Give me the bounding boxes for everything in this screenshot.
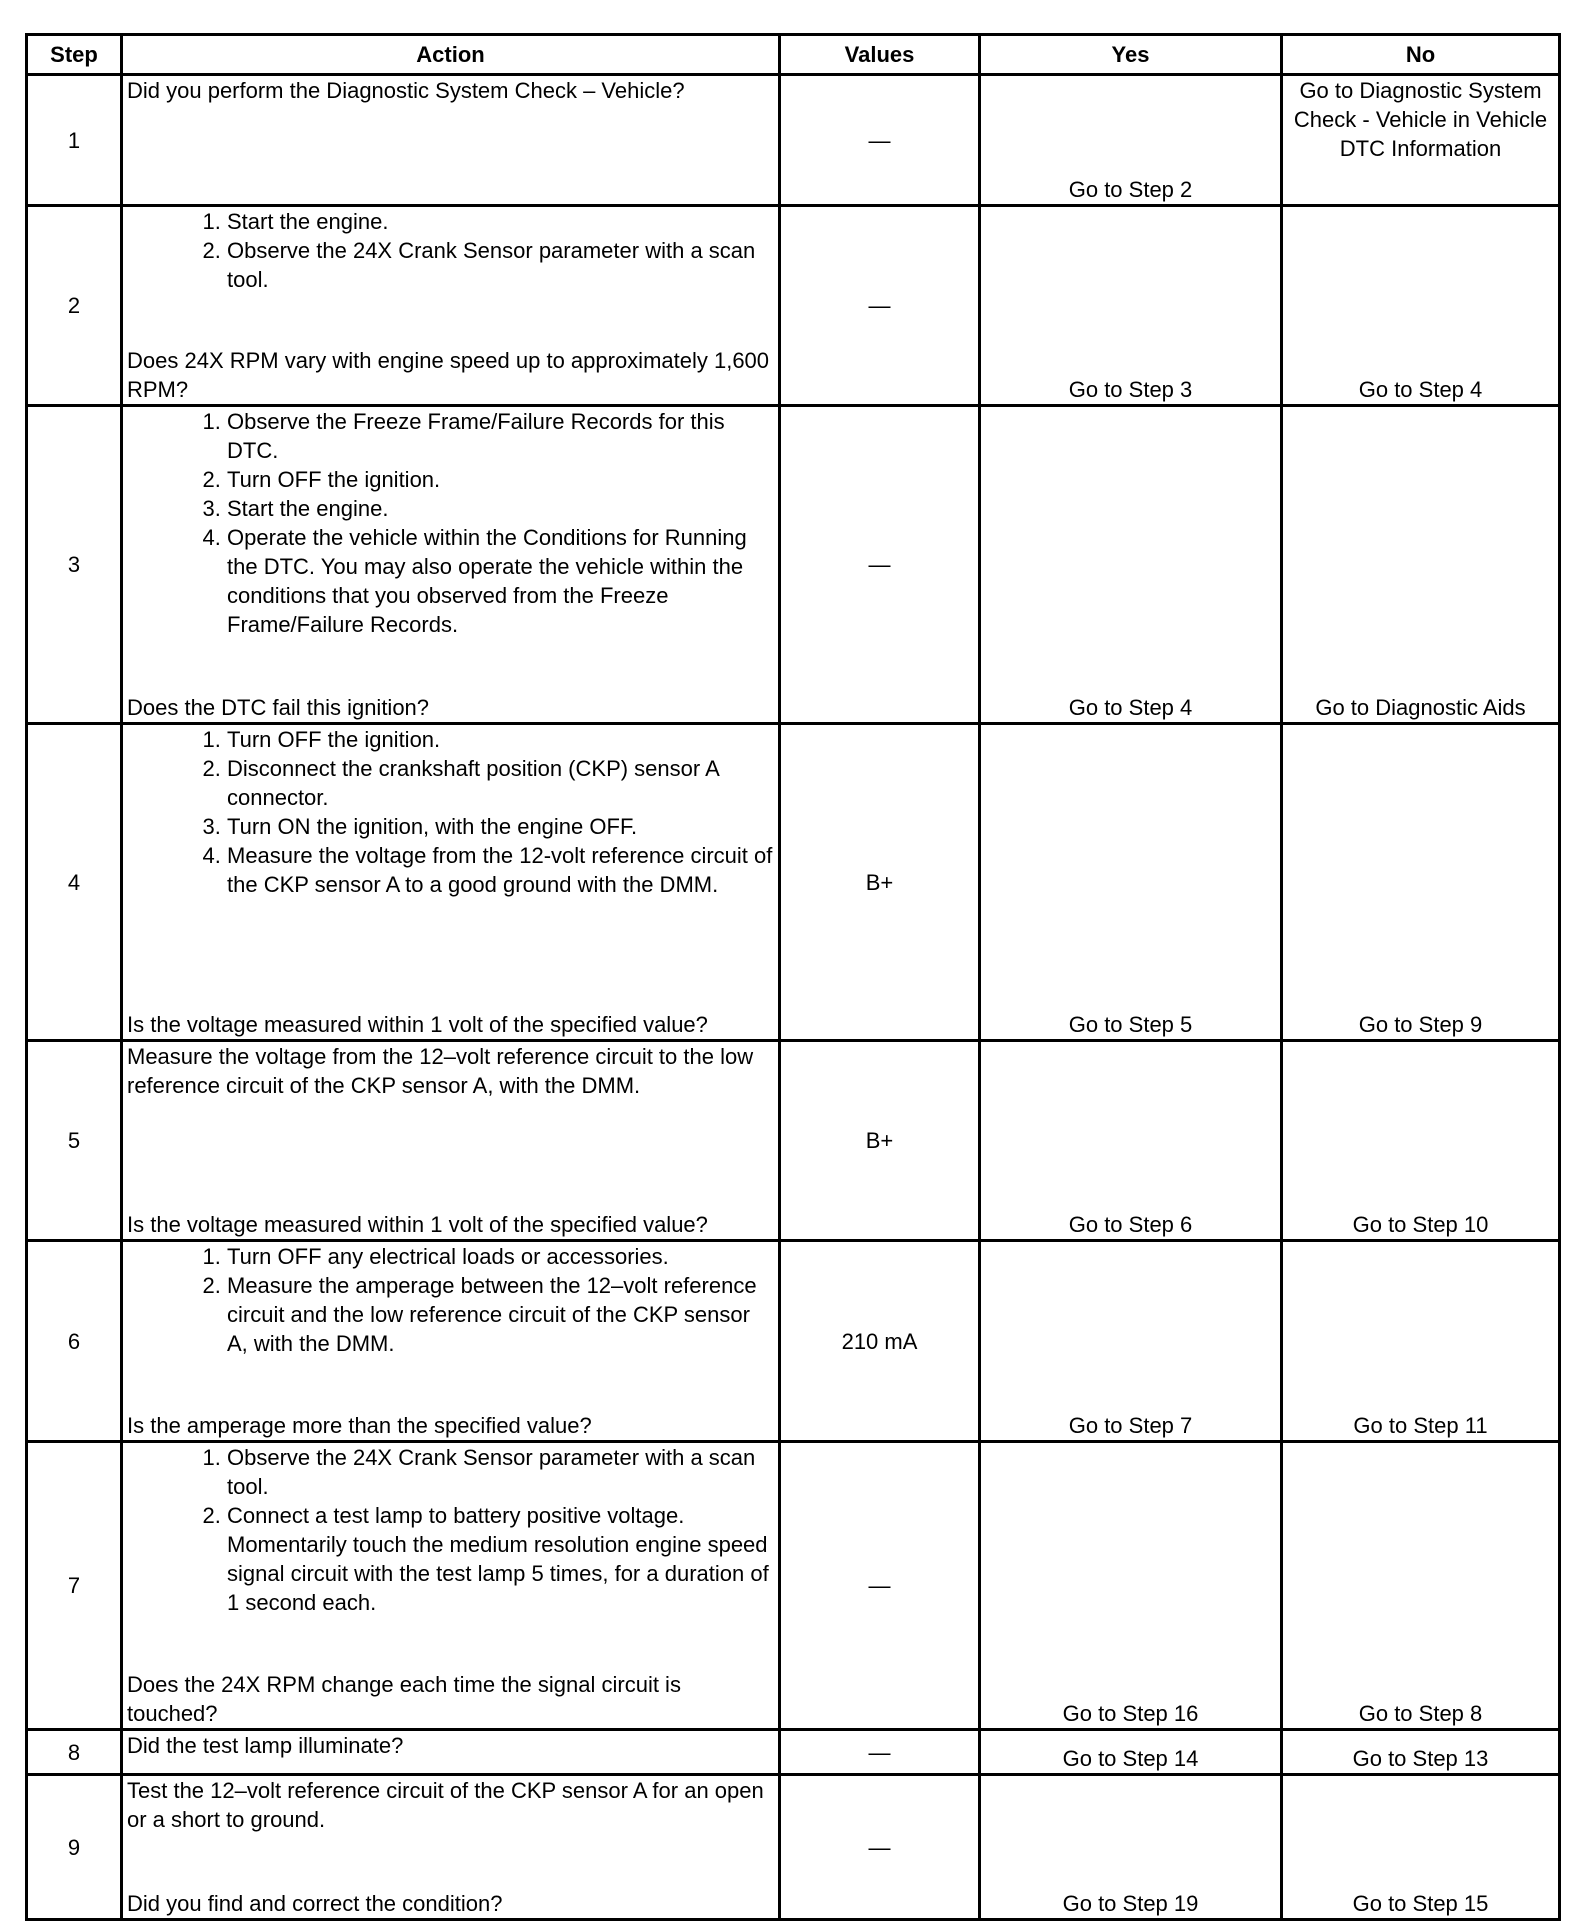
yes-link[interactable]: Go to Step 5 xyxy=(1068,1012,1193,1037)
action-list-item: 2. Turn OFF the ignition. xyxy=(227,465,774,494)
value-cell: — xyxy=(780,206,980,406)
action-list-item: 1. Observe the Freeze Frame/Failure Records for this DTC. xyxy=(227,407,774,465)
no-cell xyxy=(1282,406,1560,724)
action-cell xyxy=(122,1041,780,1241)
no-cell xyxy=(1282,1241,1560,1442)
step-number: 4 xyxy=(27,724,122,1041)
action-cell xyxy=(122,1241,780,1442)
no-link[interactable]: Go to Diagnostic System Check - Vehicle in Vehicle DTC Information xyxy=(1293,78,1548,161)
action-list-item: 2. Disconnect the crankshaft position (CKP) sensor A connector. xyxy=(227,754,774,812)
action-list-item: 1. Observe the 24X Crank Sensor parameter with a scan tool. xyxy=(227,1443,774,1501)
yes-cell xyxy=(980,1241,1282,1442)
action-list-item: 1. Start the engine. xyxy=(227,207,774,236)
table-row xyxy=(27,406,1560,724)
action-list-item: 2. Measure the amperage between the 12–volt reference circuit and the low reference circuit of the CKP sensor A, with the DMM. xyxy=(227,1271,774,1358)
value-cell: — xyxy=(780,75,980,206)
table-row xyxy=(27,1041,1560,1241)
action-cell xyxy=(122,206,780,406)
no-cell xyxy=(1282,1730,1560,1775)
action-cell xyxy=(122,724,780,1041)
value-cell: — xyxy=(780,1775,980,1920)
yes-cell xyxy=(980,1442,1282,1730)
action-question: Is the amperage more than the specified value? xyxy=(127,1413,592,1438)
no-link[interactable]: Go to Diagnostic Aids xyxy=(1315,695,1526,720)
table-row xyxy=(27,206,1560,406)
value-cell: — xyxy=(780,406,980,724)
header-values: Values xyxy=(780,35,980,75)
action-question: Does 24X RPM vary with engine speed up to approximately 1,600 RPM? xyxy=(127,348,770,402)
action-steps xyxy=(127,407,774,639)
action-list-item: 4. Operate the vehicle within the Conditions for Running the DTC. You may also operate the vehicle within the conditions that you observed from the Freeze Frame/Failure Records. xyxy=(227,523,774,639)
yes-link[interactable]: Go to Step 16 xyxy=(1062,1701,1199,1726)
step-number: 6 xyxy=(27,1241,122,1442)
no-cell xyxy=(1282,75,1560,206)
value-cell: — xyxy=(780,1730,980,1775)
action-question: Does the DTC fail this ignition? xyxy=(127,695,430,720)
yes-link[interactable]: Go to Step 14 xyxy=(1062,1746,1199,1771)
action-intro: Measure the voltage from the 12–volt reference circuit to the low reference circuit of the CKP sensor A, with the DMM. xyxy=(127,1044,754,1098)
value-cell: B+ xyxy=(780,724,980,1041)
action-intro: Test the 12–volt reference circuit of the CKP sensor A for an open or a short to ground. xyxy=(127,1778,764,1832)
yes-cell xyxy=(980,724,1282,1041)
no-cell xyxy=(1282,724,1560,1041)
action-list-item: 4. Measure the voltage from the 12-volt reference circuit of the CKP sensor A to a good ground with the DMM. xyxy=(227,841,774,899)
no-link[interactable]: Go to Step 4 xyxy=(1358,377,1483,402)
action-list-item: 1. Turn OFF any electrical loads or accessories. xyxy=(227,1242,774,1271)
no-cell xyxy=(1282,1442,1560,1730)
step-number: 7 xyxy=(27,1442,122,1730)
no-cell xyxy=(1282,1041,1560,1241)
header-step: Step xyxy=(27,35,122,75)
header-no: No xyxy=(1282,35,1560,75)
action-list-item: 2. Connect a test lamp to battery positive voltage. Momentarily touch the medium resolution engine speed signal circuit with the test lamp 5 times, for a duration of 1 second each. xyxy=(227,1501,774,1617)
action-question: Is the voltage measured within 1 volt of the specified value? xyxy=(127,1012,708,1037)
table-row xyxy=(27,1241,1560,1442)
no-link[interactable]: Go to Step 10 xyxy=(1352,1212,1489,1237)
yes-link[interactable]: Go to Step 3 xyxy=(1068,377,1193,402)
yes-link[interactable]: Go to Step 2 xyxy=(1068,177,1193,202)
header-action: Action xyxy=(122,35,780,75)
value-cell: 210 mA xyxy=(780,1241,980,1442)
action-cell xyxy=(122,1730,780,1775)
action-steps xyxy=(127,725,774,899)
action-cell xyxy=(122,406,780,724)
action-intro: Did you perform the Diagnostic System Check – Vehicle? xyxy=(127,78,685,103)
no-cell xyxy=(1282,206,1560,406)
action-intro: Did the test lamp illuminate? xyxy=(127,1733,404,1758)
yes-link[interactable]: Go to Step 19 xyxy=(1062,1891,1199,1916)
action-list-item: 2. Observe the 24X Crank Sensor parameter with a scan tool. xyxy=(227,236,774,294)
step-number: 8 xyxy=(27,1730,122,1775)
action-question: Did you find and correct the condition? xyxy=(127,1891,503,1916)
no-link[interactable]: Go to Step 15 xyxy=(1352,1891,1489,1916)
action-list-item: 3. Turn ON the ignition, with the engine OFF. xyxy=(227,812,774,841)
value-cell: B+ xyxy=(780,1041,980,1241)
no-link[interactable]: Go to Step 8 xyxy=(1358,1701,1483,1726)
yes-link[interactable]: Go to Step 4 xyxy=(1068,695,1193,720)
action-steps xyxy=(127,1242,774,1358)
header-row xyxy=(27,35,1560,75)
table-row xyxy=(27,1442,1560,1730)
yes-link[interactable]: Go to Step 6 xyxy=(1068,1212,1193,1237)
yes-link[interactable]: Go to Step 7 xyxy=(1068,1413,1193,1438)
step-number: 5 xyxy=(27,1041,122,1241)
action-steps xyxy=(127,1443,774,1617)
table-row xyxy=(27,1730,1560,1775)
no-link[interactable]: Go to Step 9 xyxy=(1358,1012,1483,1037)
value-cell: — xyxy=(780,1442,980,1730)
action-cell xyxy=(122,75,780,206)
action-question: Does the 24X RPM change each time the signal circuit is touched? xyxy=(127,1672,681,1726)
action-list-item: 1. Turn OFF the ignition. xyxy=(227,725,774,754)
action-steps xyxy=(127,207,774,294)
step-number: 9 xyxy=(27,1775,122,1920)
action-question: Is the voltage measured within 1 volt of the specified value? xyxy=(127,1212,708,1237)
step-number: 2 xyxy=(27,206,122,406)
step-number: 1 xyxy=(27,75,122,206)
yes-cell xyxy=(980,1041,1282,1241)
action-list-item: 3. Start the engine. xyxy=(227,494,774,523)
table-row xyxy=(27,724,1560,1041)
step-number: 3 xyxy=(27,406,122,724)
no-link[interactable]: Go to Step 11 xyxy=(1353,1413,1488,1438)
yes-cell xyxy=(980,75,1282,206)
table-row xyxy=(27,75,1560,206)
yes-cell xyxy=(980,206,1282,406)
no-link[interactable]: Go to Step 13 xyxy=(1352,1746,1489,1771)
yes-cell xyxy=(980,1730,1282,1775)
header-yes: Yes xyxy=(980,35,1282,75)
yes-cell xyxy=(980,406,1282,724)
diagnostic-table xyxy=(25,33,1561,1921)
action-cell xyxy=(122,1442,780,1730)
